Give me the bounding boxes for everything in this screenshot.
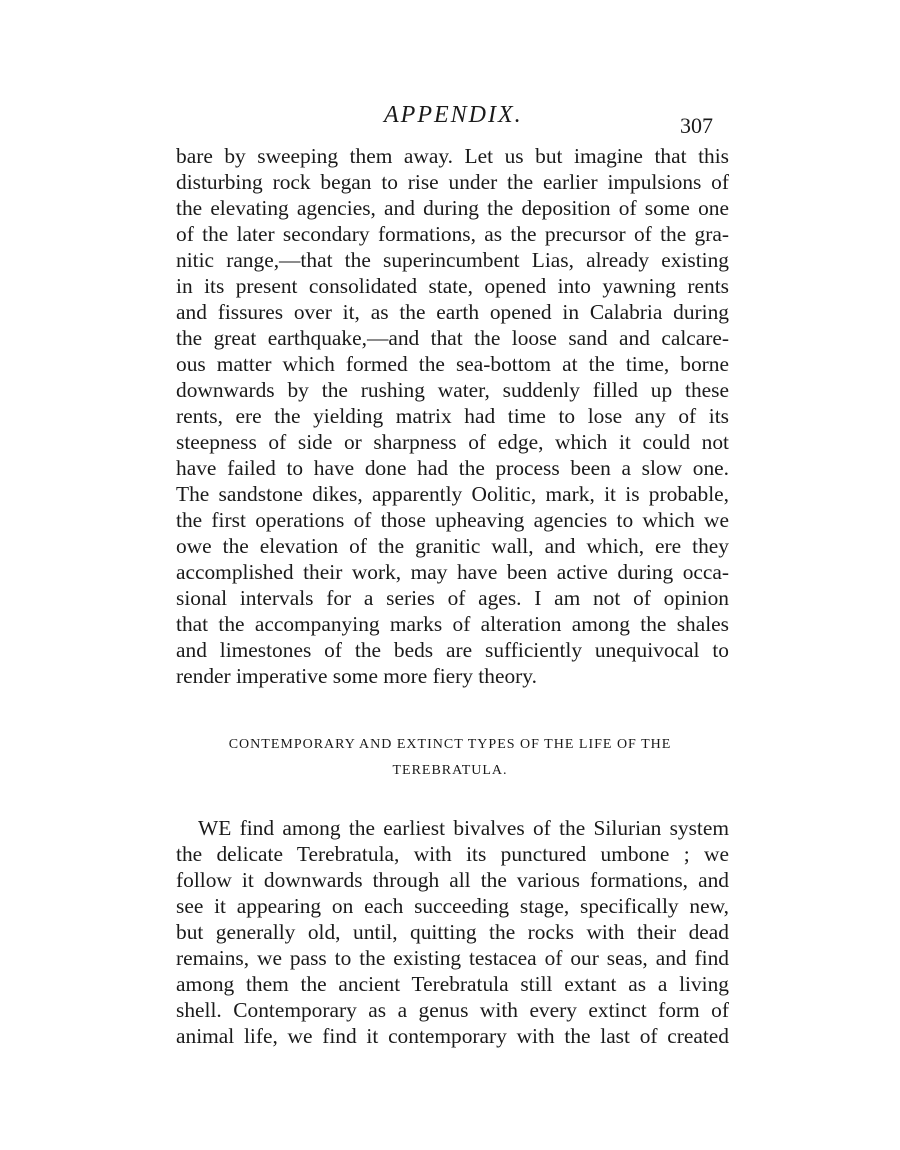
text-line: disturbing rock began to rise under the earlier impulsions of <box>176 170 729 194</box>
text-line: nitic range,—that the superincumbent Lias, already existing <box>176 248 729 272</box>
text-line: of the later secondary formations, as the precursor of the gra- <box>176 222 729 246</box>
text-line: follow it downwards through all the various formations, and <box>176 868 729 892</box>
text-line: bare by sweeping them away. Let us but imagine that this <box>176 144 729 168</box>
text-line: the great earthquake,—and that the loose sand and calcare- <box>176 326 729 350</box>
text-line: The sandstone dikes, apparently Oolitic, mark, it is probable, <box>176 482 729 506</box>
text-line: that the accompanying marks of alteration among the shales <box>176 612 729 636</box>
text-line: among them the ancient Terebratula still extant as a living <box>176 972 729 996</box>
text-line: and limestones of the beds are sufficiently unequivocal to <box>176 638 729 662</box>
text-line: have failed to have done had the process been a slow one. <box>176 456 729 480</box>
paragraph-1 <box>176 143 729 689</box>
text-line: the delicate Terebratula, with its punctured umbone ; we <box>176 842 729 866</box>
text-line: rents, ere the yielding matrix had time to lose any of its <box>176 404 729 428</box>
text-line: remains, we pass to the existing testacea of our seas, and find <box>176 946 729 970</box>
running-head: APPENDIX. <box>384 102 523 128</box>
page-number: 307 <box>680 113 713 138</box>
text-line: shell. Contemporary as a genus with every extinct form of <box>176 998 729 1022</box>
text-line: in its present consolidated state, opened into yawning rents <box>176 274 729 298</box>
text-line: the elevating agencies, and during the deposition of some one <box>176 196 729 220</box>
section-heading-line-2: TEREBRATULA. <box>392 763 508 778</box>
text-line: ous matter which formed the sea-bottom at the time, borne <box>176 352 729 376</box>
text-line: and fissures over it, as the earth opened in Calabria during <box>176 300 729 324</box>
text-line: but generally old, until, quitting the rocks with their dead <box>176 920 729 944</box>
section-heading-line-1: CONTEMPORARY AND EXTINCT TYPES OF THE LIFE OF THE <box>228 737 672 752</box>
text-line: accomplished their work, may have been active during occa- <box>176 560 729 584</box>
text-line: steepness of side or sharpness of edge, which it could not <box>176 430 729 454</box>
text-line: animal life, we find it contemporary with the last of created <box>176 1024 729 1048</box>
text-line: downwards by the rushing water, suddenly filled up these <box>176 378 729 402</box>
text-line: render imperative some more fiery theory. <box>176 664 537 688</box>
text-line: WE find among the earliest bivalves of the Silurian system <box>198 816 729 840</box>
text-line: see it appearing on each succeeding stage, specifically new, <box>176 894 729 918</box>
text-line: the first operations of those upheaving agencies to which we <box>176 508 729 532</box>
text-line: sional intervals for a series of ages. I am not of opinion <box>176 586 729 610</box>
text-line: owe the elevation of the granitic wall, and which, ere they <box>176 534 729 558</box>
paragraph-2 <box>176 815 729 1049</box>
